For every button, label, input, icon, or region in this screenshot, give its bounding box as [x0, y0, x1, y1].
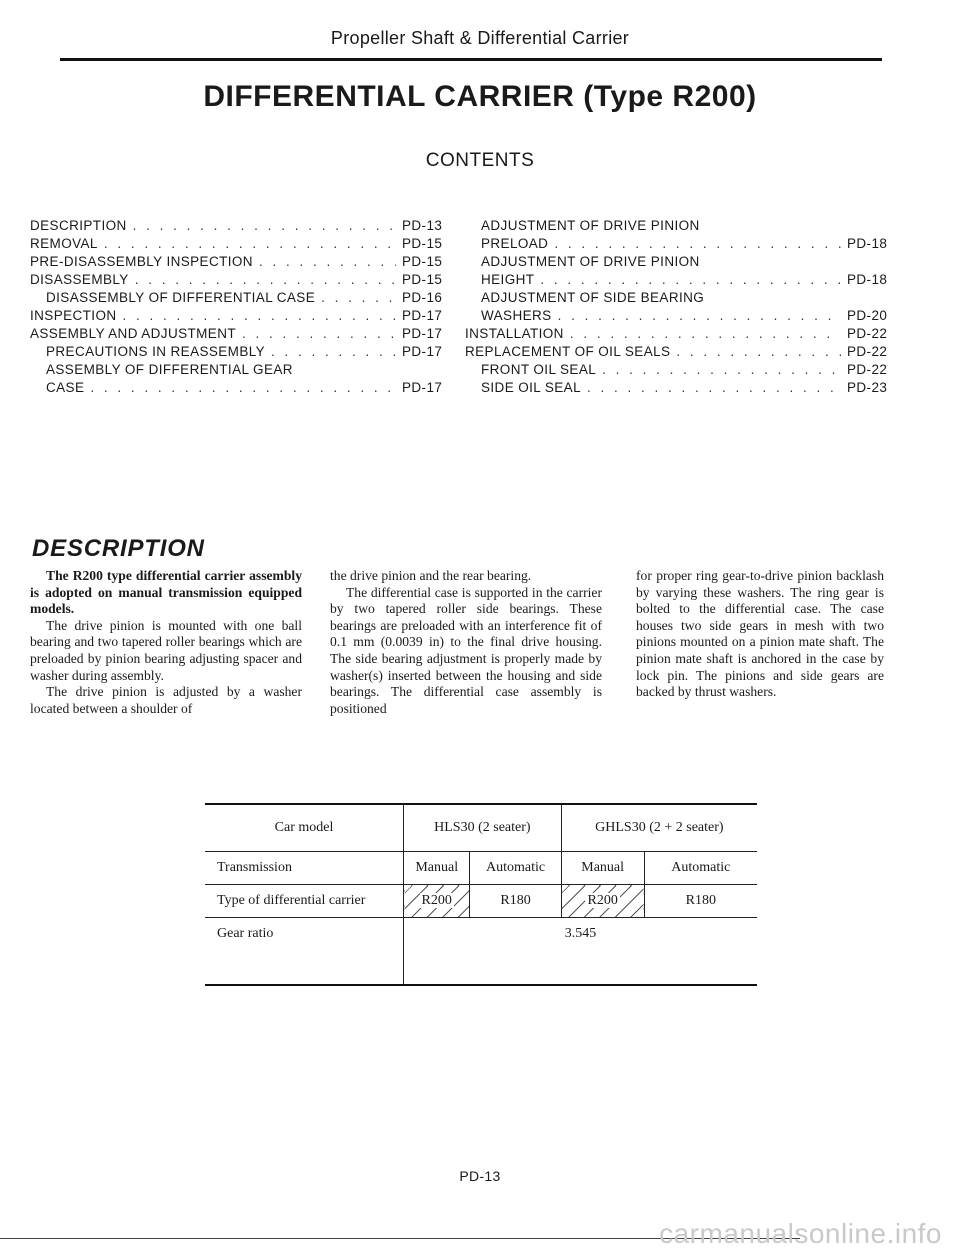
toc-entry-page: PD-15	[402, 236, 443, 251]
toc-entry[interactable]	[30, 217, 460, 235]
toc-entry-title: ADJUSTMENT OF DRIVE PINION	[481, 218, 700, 233]
paragraph: The drive pinion is mounted with one ball bearing and two tapered roller bearings which are preloaded by pinion bearing adjusting spacer and washer during assembly.	[30, 617, 302, 683]
toc-entry-title: PRE-DISASSEMBLY INSPECTION	[30, 254, 253, 269]
toc-entry[interactable]	[465, 325, 905, 343]
toc-entry[interactable]	[30, 325, 460, 343]
toc-entry-title: DESCRIPTION	[30, 218, 127, 233]
table-header-model-b: GHLS30 (2 + 2 seater)	[561, 804, 757, 852]
toc-entry-title-cont: HEIGHT	[481, 272, 535, 287]
toc-entry[interactable]	[30, 361, 460, 397]
paragraph: The differential case is supported in the carrier by two tapered roller side bearings. These bearings are preloaded with an interference fit of 0.1 mm (0.0039 in) to the final drive housing. The side bearing adjustment is properly made by washer(s) inserted between the housing and side bearings. The differential case assembly is positioned	[330, 584, 602, 716]
spec-table	[205, 803, 757, 986]
toc-entry-page: PD-18	[847, 272, 888, 287]
toc-entry-title: FRONT OIL SEAL	[481, 362, 597, 377]
table-cell-text: R200	[587, 893, 618, 908]
toc-entry[interactable]	[465, 253, 905, 289]
toc-entry-page: PD-23	[847, 380, 888, 395]
table-cell: Automatic	[644, 852, 757, 885]
table-cell: Type of differential carrier	[205, 885, 404, 918]
toc-entry-page: PD-22	[847, 344, 888, 359]
table-row	[205, 918, 757, 986]
table-cell: 3.545	[404, 918, 758, 986]
paragraph: The drive pinion is adjusted by a washer located between a shoulder of	[30, 684, 302, 716]
description-column-1	[30, 568, 302, 717]
paragraph: the drive pinion and the rear bearing.	[330, 568, 532, 583]
table-cell: R180	[644, 885, 757, 918]
toc-entry-title: PRECAUTIONS IN REASSEMBLY	[46, 344, 266, 359]
toc-entry-title: REPLACEMENT OF OIL SEALS	[465, 344, 671, 359]
toc-entry-page: PD-15	[402, 272, 443, 287]
toc-entry[interactable]	[30, 343, 460, 361]
toc-left-column	[30, 217, 460, 397]
toc-entry-title: ASSEMBLY OF DIFFERENTIAL GEAR	[46, 362, 293, 377]
table-row	[205, 852, 757, 885]
toc-entry-page: PD-22	[847, 362, 888, 377]
description-column-2	[330, 568, 602, 717]
table-cell-hatched	[561, 885, 644, 918]
toc-entry[interactable]	[465, 289, 905, 325]
running-header: Propeller Shaft & Differential Carrier	[330, 28, 630, 48]
toc-entry[interactable]	[30, 289, 460, 307]
toc-entry-title: INSTALLATION	[465, 326, 564, 341]
table-header-car-model: Car model	[205, 804, 404, 852]
page-number: PD-13	[459, 1168, 501, 1184]
paragraph: for proper ring gear-to-drive pinion backlash by varying these washers. The ring gear is bolted to the differential case. The case houses two side gears in mesh with two pinions mounted on a pinion mate shaft. The pinion mate shaft is anchored in the case by lock pin. The pinions and side gears are backed by thrust washers.	[636, 568, 884, 700]
toc-entry[interactable]	[30, 235, 460, 253]
toc-entry-title-cont: CASE	[46, 380, 85, 395]
toc-entry[interactable]	[465, 379, 905, 397]
toc-entry-title: DISASSEMBLY OF DIFFERENTIAL CASE	[46, 290, 316, 305]
paragraph: The R200 type differential carrier assembly is adopted on manual transmission equipped models.	[30, 568, 302, 617]
table-cell: Manual	[404, 852, 470, 885]
toc-entry-title: ADJUSTMENT OF DRIVE PINION	[481, 254, 700, 269]
toc-entry[interactable]	[30, 307, 460, 325]
toc-entry-title: INSPECTION	[30, 308, 117, 323]
table-cell: Automatic	[470, 852, 561, 885]
table-cell: Gear ratio	[205, 918, 404, 986]
toc-entry[interactable]	[465, 343, 905, 361]
toc-entry-page: PD-17	[402, 308, 443, 323]
toc-entry-title: ADJUSTMENT OF SIDE BEARING	[481, 290, 705, 305]
contents-heading: CONTENTS	[425, 150, 535, 171]
table-row	[205, 885, 757, 918]
table-row	[205, 804, 757, 852]
description-heading: DESCRIPTION	[32, 535, 205, 562]
watermark: carmanualsonline.info	[659, 1218, 942, 1249]
toc-entry-title: SIDE OIL SEAL	[481, 380, 581, 395]
toc-entry-page: PD-17	[402, 326, 443, 341]
toc-entry-page: PD-17	[402, 380, 443, 395]
toc-entry-page: PD-13	[402, 218, 443, 233]
toc-entry-page: PD-20	[847, 308, 888, 323]
toc-entry-page: PD-16	[402, 290, 443, 305]
toc-entry-page: PD-22	[847, 326, 888, 341]
toc-entry-title-cont: PRELOAD	[481, 236, 549, 251]
toc-entry-page: PD-18	[847, 236, 888, 251]
toc-entry-page: PD-17	[402, 344, 443, 359]
toc-entry-page: PD-15	[402, 254, 443, 269]
header-rule	[60, 58, 882, 61]
table-header-model-a: HLS30 (2 seater)	[404, 804, 562, 852]
table-cell: R180	[470, 885, 561, 918]
toc-entry-title: REMOVAL	[30, 236, 98, 251]
toc-entry[interactable]	[465, 361, 905, 379]
toc-entry[interactable]	[30, 253, 460, 271]
toc-entry[interactable]	[465, 217, 905, 253]
table-cell-text: R200	[421, 893, 452, 908]
toc-right-column	[465, 217, 905, 397]
toc-entry-title: DISASSEMBLY	[30, 272, 129, 287]
toc-entry-title-cont: WASHERS	[481, 308, 552, 323]
description-column-3	[636, 568, 884, 701]
table-cell-hatched	[404, 885, 470, 918]
page-title: DIFFERENTIAL CARRIER (Type R200)	[203, 80, 757, 113]
table-cell: Transmission	[205, 852, 404, 885]
toc-entry[interactable]	[30, 271, 460, 289]
table-cell: Manual	[561, 852, 644, 885]
toc-entry-title: ASSEMBLY AND ADJUSTMENT	[30, 326, 236, 341]
